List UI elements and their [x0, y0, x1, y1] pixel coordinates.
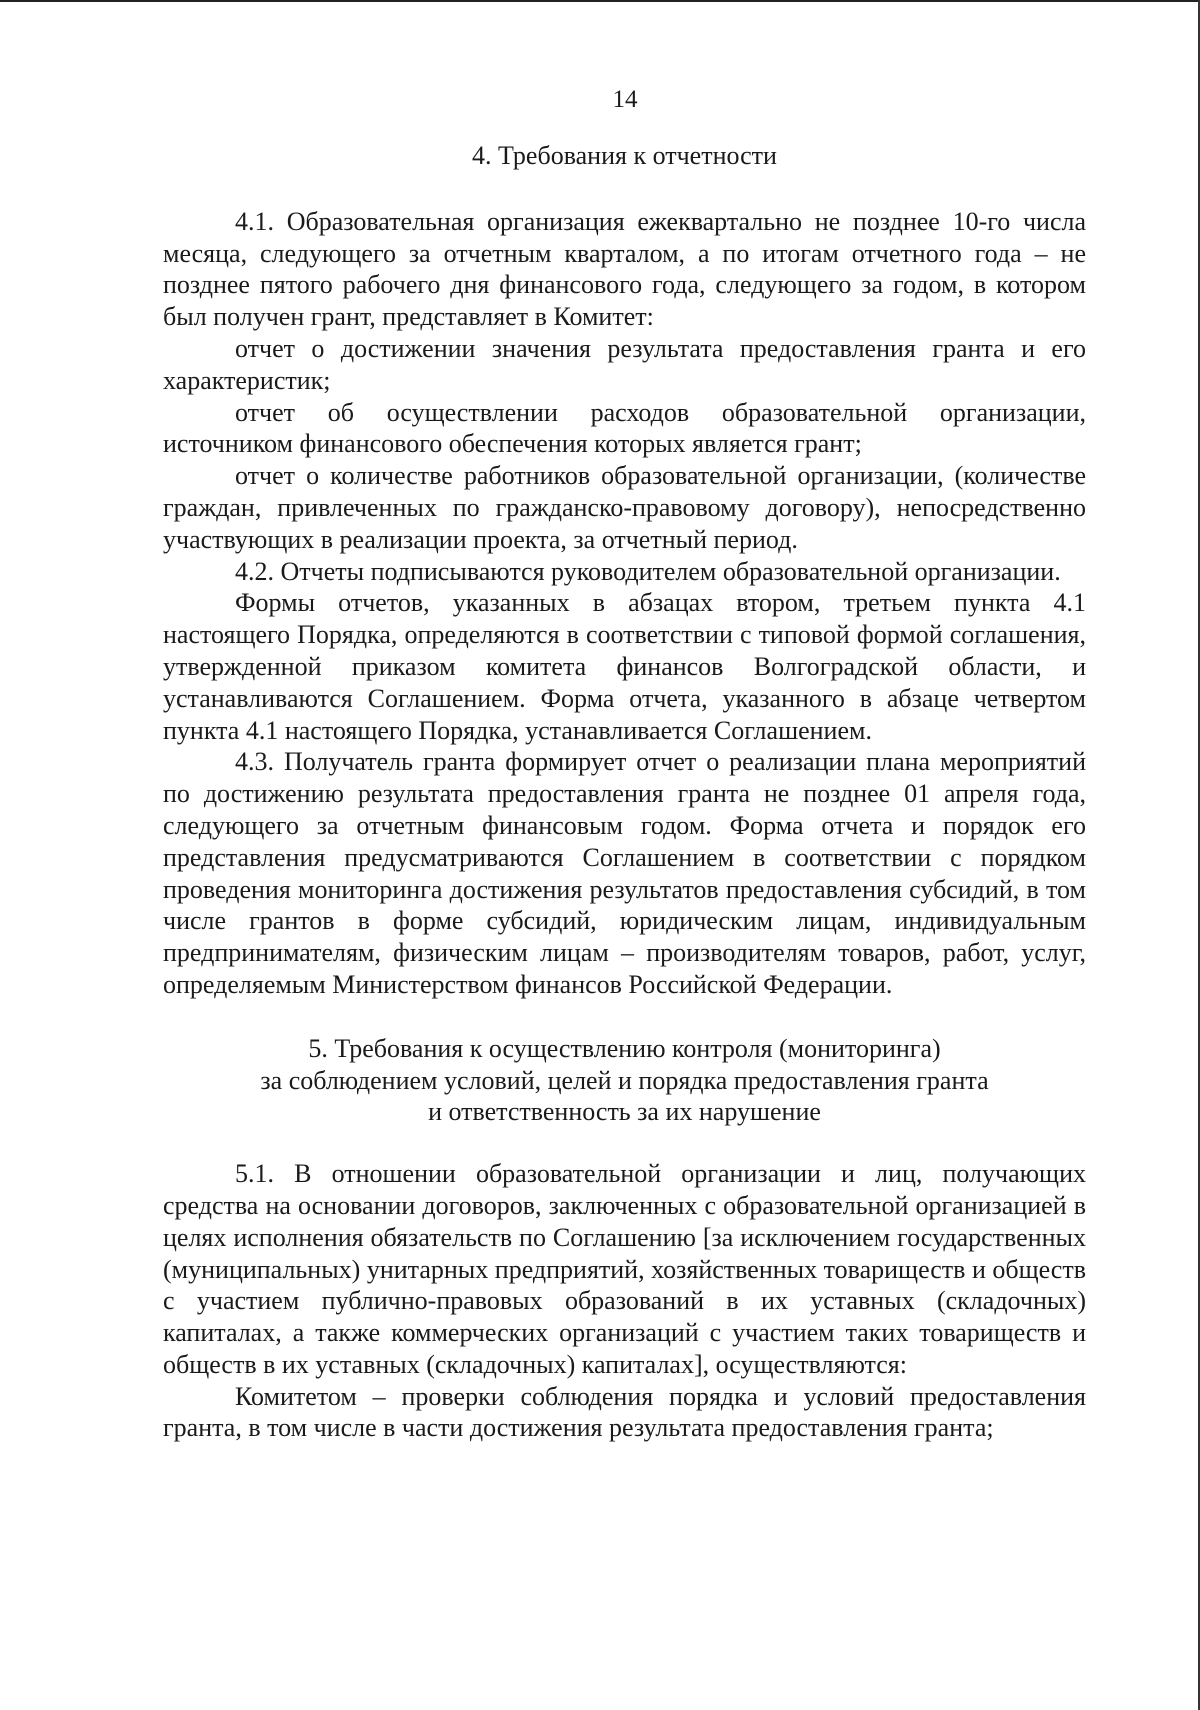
paragraph-4-3: 4.3. Получатель гранта формирует отчет о реализации плана мероприятий по достижению результата предоставления гранта не позднее 01 апреля года, следующего за отчетным финансовым годом. Форма отчета и порядок его представления предусматриваются Соглашением в соответствии с порядком проведения мониторинга достижения результатов предоставления субсидий, в том числе грантов в форме субсидий, юридическим лицам, индивидуальным предпринимателям, физическим лицам – производителям товаров, работ, услуг, определяемым Министерством финансов Российской Федерации. — [163, 747, 1086, 999]
paragraph-4-1: 4.1. Образовательная организация ежеквартально не позднее 10-го числа месяца, следующего за отчетным кварталом, а по итогам отчетного года – не позднее пятого рабочего дня финансового года, следующего за годом, в котором был получен грант, представляет в Комитет: — [163, 206, 1086, 332]
page-number: 14 — [612, 86, 638, 113]
document-body — [163, 140, 1086, 1444]
section-5-title-line-3: и ответственность за их нарушение — [428, 1097, 821, 1127]
paragraph-5-1: 5.1. В отношении образовательной организации и лиц, получающих средства на основании договоров, заключенных с образовательной организацией в целях исполнения обязательств по Соглашению [за исключением государственных (муниципальных) унитарных предприятий, хозяйственных товариществ и обществ с участием публично-правовых образований в их уставных (складочных) капиталах, а также коммерческих организаций с участием таких товариществ и обществ в их уставных (складочных) капиталах], осуществляются: — [163, 1159, 1086, 1379]
paragraph-4-2: 4.2. Отчеты подписываются руководителем образовательной организации. — [235, 556, 1061, 586]
scan-top-edge — [0, 0, 1200, 2]
section-5-title-line-2: за соблюдением условий, целей и порядка предоставления гранта — [260, 1065, 989, 1095]
paragraph-4-1-item-2: отчет об осуществлении расходов образовательной организации, источником финансового обеспечения которых является грант; — [163, 397, 1086, 459]
section-4-title: 4. Требования к отчетности — [472, 141, 777, 170]
section-5-title — [163, 1033, 1086, 1128]
paragraph-5-1-committee: Комитетом – проверки соблюдения порядка и условий предоставления гранта, в том числе в части достижения результата предоставления гранта; — [163, 1381, 1086, 1443]
paragraph-4-1-item-1: отчет о достижении значения результата предоставления гранта и его характеристик; — [163, 333, 1086, 395]
section-5-title-line-1: 5. Требования к осуществлению контроля (мониторинга) — [308, 1033, 941, 1063]
paragraph-4-1-item-3: отчет о количестве работников образовательной организации, (количестве граждан, привлеченных по гражданско-правовому договору), непосредственно участвующих в реализации проекта, за отчетный период. — [163, 461, 1086, 554]
paragraph-4-2-forms: Формы отчетов, указанных в абзацах втором, третьем пункта 4.1 настоящего Порядка, определяются в соответствии с типовой формой соглашения, утвержденной приказом комитета финансов Волгоградской области, и устанавливаются Соглашением. Форма отчета, указанного в абзаце четвертом пункта 4.1 настоящего Порядка, устанавливается Соглашением. — [163, 588, 1086, 745]
